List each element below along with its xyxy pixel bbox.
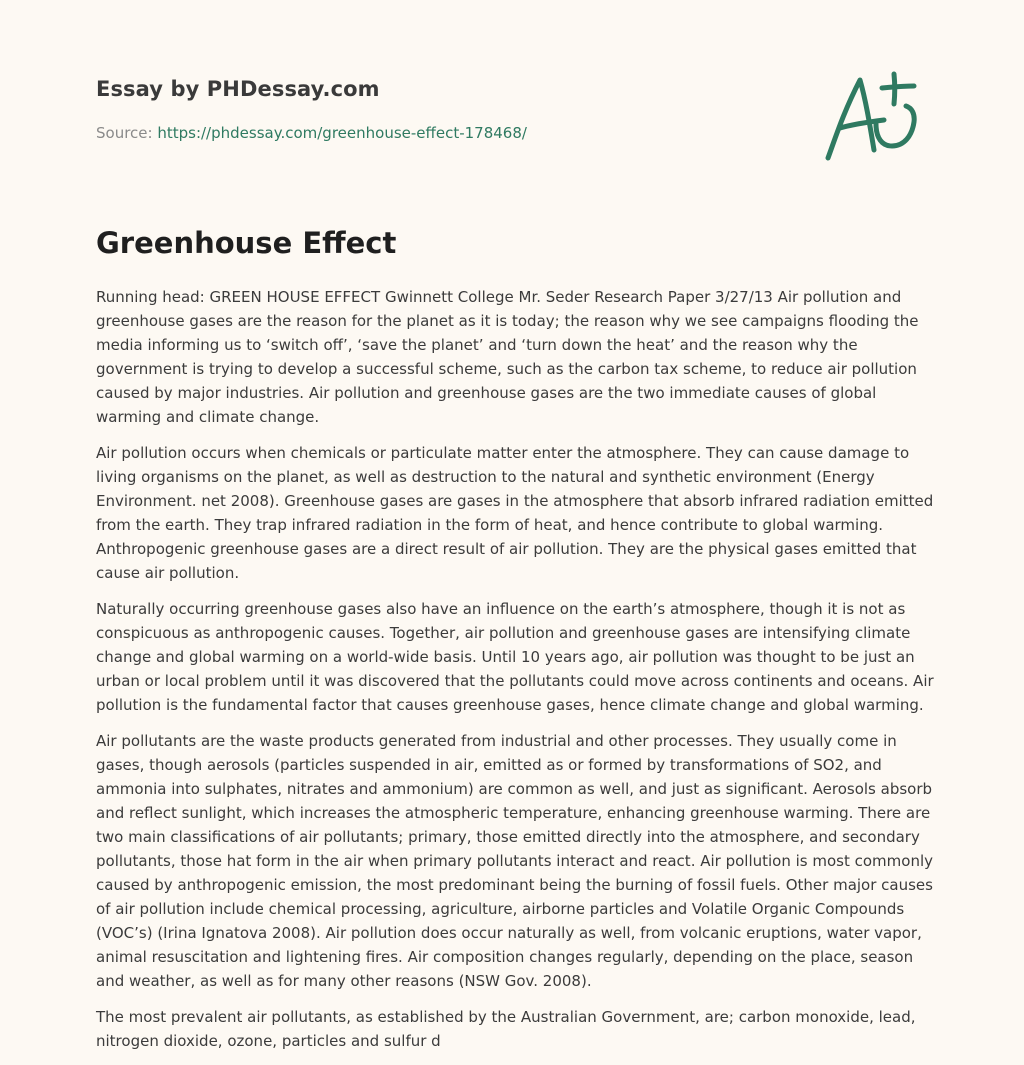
essay-paragraph: The most prevalent air pollutants, as established by the Australian Government, are; carbon monoxide, lead, nitrogen dioxide, ozone, particles and sulfur d (96, 1008, 916, 1050)
essay-paragraph: Naturally occurring greenhouse gases also have an influence on the earth’s atmosphere, though it is not as conspicuous as anthropogenic causes. Together, air pollution and greenhouse gases are intensifying climate change and global warming on a world-wide basis. Until 10 years ago, air pollution was thought to be just an urban or local problem until it was discovered that the pollutants could move across continents and oceans. Air pollution is the fundamental factor that causes greenhouse gases, hence climate change and global warming. (96, 600, 934, 714)
source-line (96, 124, 527, 142)
essay-title: Greenhouse Effect (96, 226, 397, 260)
essay-paragraph: Running head: GREEN HOUSE EFFECT Gwinnett College Mr. Seder Research Paper 3/27/13 Air pollution and greenhouse gases are the reason for the planet as it is today; the reason why we see campaigns flooding the media informing us to ‘switch off’, ‘save the planet’ and ‘turn down the heat’ and the reason why the government is trying to develop a successful scheme, such as the carbon tax scheme, to reduce air pollution caused by major industries. Air pollution and greenhouse gases are the two immediate causes of global warming and climate change. (96, 288, 919, 426)
source-label: Source: (96, 124, 158, 142)
essay-body (96, 285, 936, 1065)
essay-paragraph: Air pollution occurs when chemicals or particulate matter enter the atmosphere. They can cause damage to living organisms on the planet, as well as destruction to the natural and synthetic environment (Energy Environment. net 2008). Greenhouse gases are gases in the atmosphere that absorb infrared radiation emitted from the earth. They trap infrared radiation in the form of heat, and hence contribute to global warming. Anthropogenic greenhouse gases are a direct result of air pollution. They are the physical gases emitted that cause air pollution. (96, 444, 934, 582)
source-link[interactable]: https://phdessay.com/greenhouse-effect-178468/ (157, 124, 527, 142)
site-title: Essay by PHDessay.com (96, 77, 380, 101)
essay-paragraph: Air pollutants are the waste products generated from industrial and other processes. They usually come in gases, though aerosols (particles suspended in air, emitted as or formed by transformations of SO2, and ammonia into sulphates, nitrates and ammonium) are common as well, and just as significant. Aerosols absorb and reflect sunlight, which increases the atmospheric temperature, enhancing greenhouse warming. There are two main classifications of air pollutants; primary, those emitted directly into the atmosphere, and secondary pollutants, those hat form in the air when primary pollutants interact and react. Air pollution is most commonly caused by anthropogenic emission, the most predominant being the burning of fossil fuels. Other major causes of air pollution include chemical processing, agriculture, airborne particles and Volatile Organic Compounds (VOC’s) (Irina Ignatova 2008). Air pollution does occur naturally as well, from volcanic eruptions, water vapor, animal resuscitation and lightening fires. Air composition changes regularly, depending on the place, season and weather, as well as for many other reasons (NSW Gov. 2008). (96, 732, 934, 990)
a-plus-logo-icon (818, 66, 930, 166)
